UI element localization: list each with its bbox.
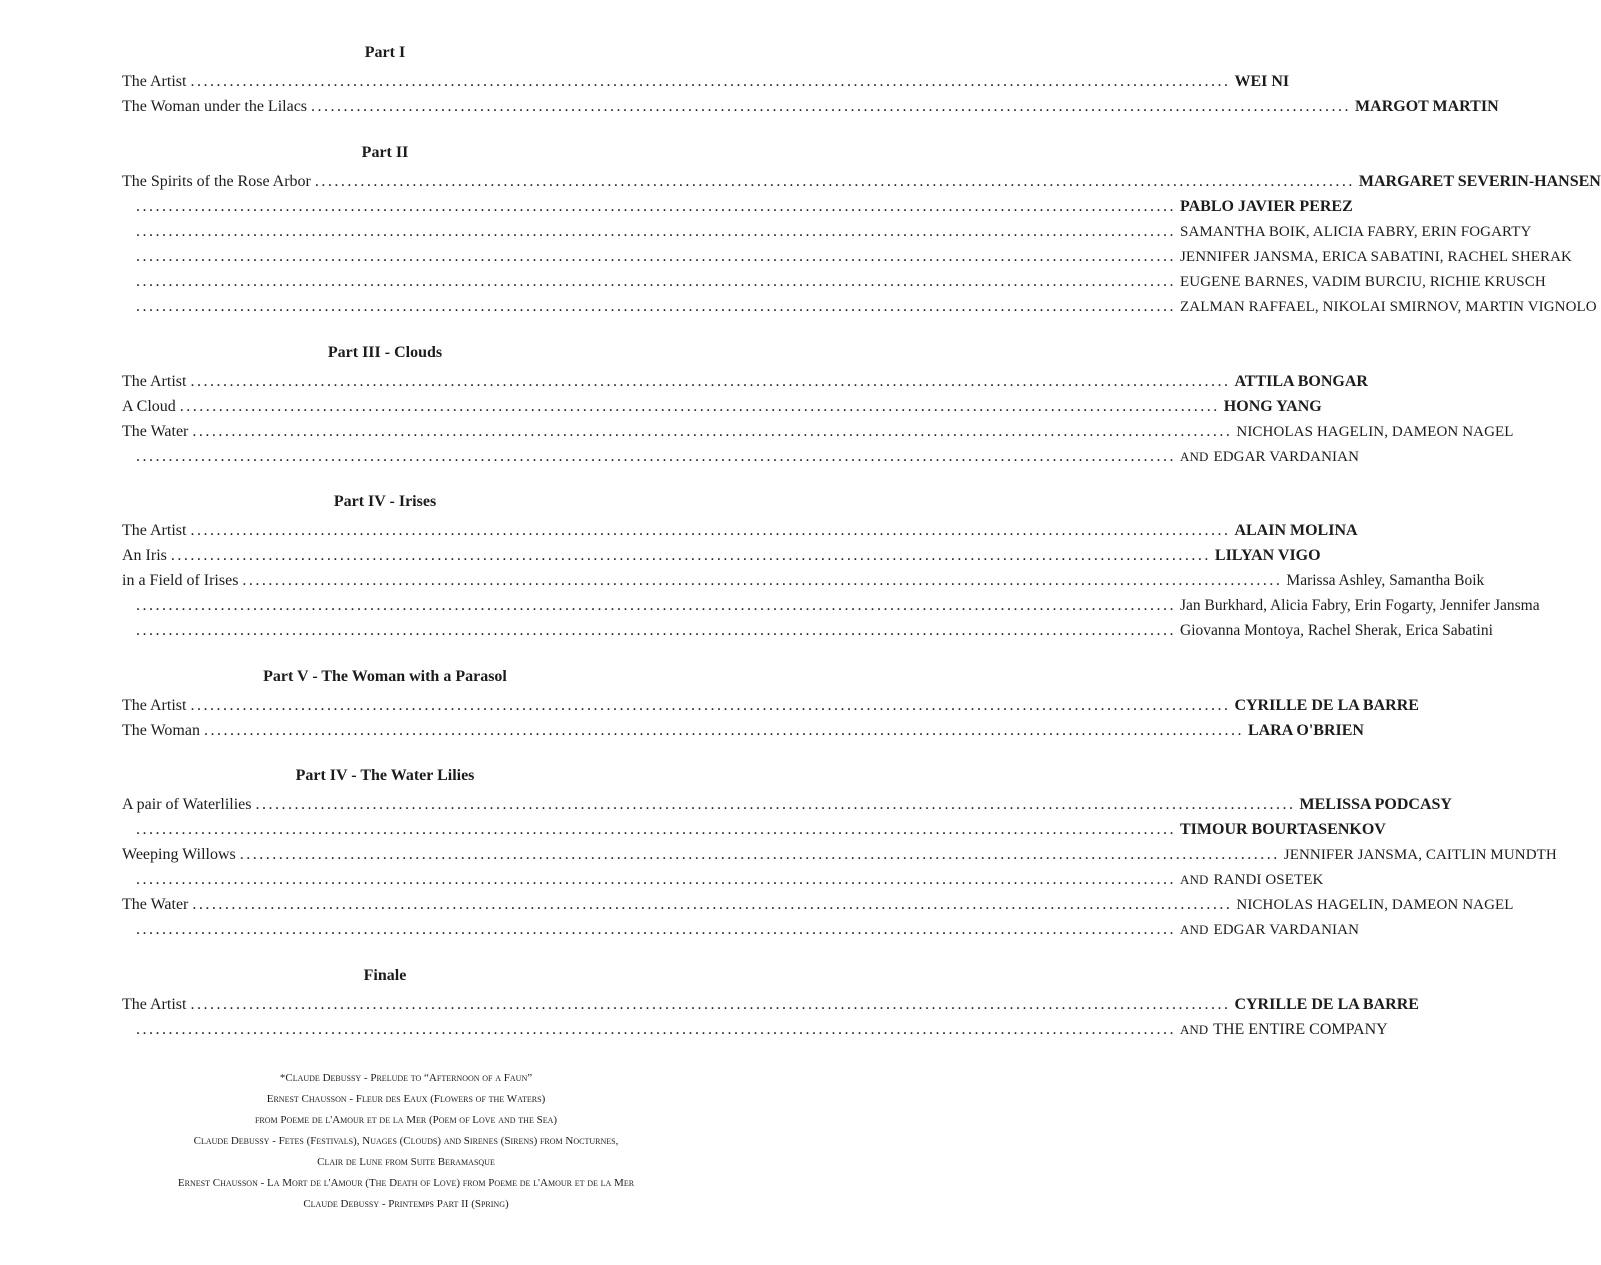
dot-leader: ................................................................................................................................................................: [192, 896, 1233, 913]
cast-row: [122, 1017, 1388, 1042]
music-credit-line: Ernest Chausson - Fleur des Eaux (Flowers of the Waters): [266, 1093, 546, 1105]
part-title: Part IV - Irises: [333, 493, 437, 510]
dancer-name: [1180, 444, 1359, 470]
dancer-name: NICHOLAS HAGELIN, DAMEON NAGEL: [1236, 897, 1514, 913]
role-name: Weeping Willows: [122, 846, 236, 863]
dancer-name: HONG YANG: [1223, 398, 1322, 415]
role-name: The Artist: [122, 73, 187, 90]
cast-row: [122, 992, 1419, 1017]
dot-leader: ................................................................................................................................................................: [136, 622, 1176, 639]
role-name: The Woman: [122, 722, 200, 739]
dot-leader: ................................................................................................................................................................: [136, 298, 1176, 315]
dot-leader: ................................................................................................................................................................: [192, 423, 1233, 440]
dancer-name: [1180, 1017, 1388, 1042]
role-name: The Spirits of the Rose Arbor: [122, 173, 311, 190]
dot-leader: ................................................................................................................................................................: [136, 273, 1176, 290]
dancer-name: Giovanna Montoya, Rachel Sherak, Erica Sabatini: [1180, 622, 1493, 639]
part-title: Part I: [364, 44, 406, 61]
cast-row: [122, 718, 1364, 743]
dot-leader: ................................................................................................................................................................: [136, 1021, 1176, 1038]
dancer-name: LARA O'BRIEN: [1247, 722, 1364, 739]
role-name: The Water: [122, 896, 189, 913]
dancer-name: MARGOT MARTIN: [1355, 98, 1499, 115]
cast-row: [122, 169, 1601, 194]
dancer-name: LILYAN VIGO: [1214, 547, 1321, 564]
cast-row: [122, 817, 1386, 842]
and-conjunction: AND: [1180, 872, 1209, 887]
dancer-name: MELISSA PODCASY: [1299, 796, 1452, 813]
dancer-name: TIMOUR BOURTASENKOV: [1180, 821, 1386, 838]
music-credits: [60, 1068, 752, 1215]
dot-leader: ................................................................................................................................................................: [190, 73, 1231, 90]
cast-row: [122, 618, 1493, 643]
music-credit-line: Clair de Lune from Suite Beramasque: [317, 1156, 495, 1168]
cast-row: [122, 842, 1557, 867]
dancer-name: PABLO JAVIER PEREZ: [1180, 198, 1353, 215]
dancer-name: WEI NI: [1234, 73, 1290, 90]
dancer-name: SAMANTHA BOIK, ALICIA FABRY, ERIN FOGARTY: [1180, 224, 1532, 240]
dot-leader: ................................................................................................................................................................: [136, 921, 1176, 938]
cast-row: [122, 369, 1368, 394]
role-name: The Artist: [122, 522, 187, 539]
part-section: [122, 343, 1514, 469]
role-name: The Artist: [122, 996, 187, 1013]
dancer-name: CYRILLE DE LA BARRE: [1234, 697, 1419, 714]
cast-row: [122, 269, 1546, 294]
dot-leader: ................................................................................................................................................................: [179, 398, 1220, 415]
dot-leader: ................................................................................................................................................................: [242, 572, 1283, 589]
dancer-name: Marissa Ashley, Samantha Boik: [1286, 572, 1485, 589]
dot-leader: ................................................................................................................................................................: [203, 722, 1244, 739]
dancer-name: JENNIFER JANSMA, ERICA SABATINI, RACHEL SHERAK: [1180, 249, 1572, 265]
dot-leader: ................................................................................................................................................................: [170, 547, 1211, 564]
part-title: Part III - Clouds: [327, 344, 443, 361]
role-name: A pair of Waterlilies: [122, 796, 252, 813]
and-conjunction: AND: [1180, 449, 1209, 464]
dancer-name: ALAIN MOLINA: [1234, 522, 1358, 539]
cast-row: [122, 444, 1360, 469]
part-section: [122, 966, 1419, 1042]
dot-leader: ................................................................................................................................................................: [136, 248, 1176, 265]
dancer-name: ZALMAN RAFFAEL, NIKOLAI SMIRNOV, MARTIN VIGNOLO: [1180, 299, 1597, 315]
part-section: [122, 766, 1557, 942]
dot-leader: ................................................................................................................................................................: [239, 846, 1280, 863]
dancer-name-text: THE ENTIRE COMPANY: [1213, 1021, 1388, 1038]
dancer-name: NICHOLAS HAGELIN, DAMEON NAGEL: [1236, 424, 1514, 440]
part-section: [122, 43, 1499, 119]
dot-leader: ................................................................................................................................................................: [314, 173, 1355, 190]
cast-row: [122, 593, 1540, 618]
cast-row: [122, 792, 1452, 817]
dot-leader: ................................................................................................................................................................: [190, 697, 1231, 714]
cast-row: [122, 194, 1353, 219]
cast-row: [122, 892, 1514, 917]
dot-leader: ................................................................................................................................................................: [190, 373, 1231, 390]
role-name: A Cloud: [122, 398, 176, 415]
dancer-name: JENNIFER JANSMA, CAITLIN MUNDTH: [1283, 847, 1557, 863]
music-credit-line: Claude Debussy - Fetes (Festivals), Nuages (Clouds) and Sirenes (Sirens) from Nocturnes,: [193, 1135, 619, 1147]
role-name: The Water: [122, 423, 189, 440]
dot-leader: ................................................................................................................................................................: [136, 821, 1176, 838]
dancer-name: CYRILLE DE LA BARRE: [1234, 996, 1419, 1013]
dancer-name: [1180, 867, 1323, 893]
cast-row: [122, 419, 1514, 444]
cast-row: [122, 568, 1485, 593]
dancer-name: [1180, 917, 1359, 943]
part-title: Part IV - The Water Lilies: [295, 767, 475, 784]
cast-row: [122, 219, 1532, 244]
and-conjunction: AND: [1180, 922, 1209, 937]
music-credit-line: Ernest Chausson - La Mort de l'Amour (The Death of Love) from Poeme de l'Amour et de la Mer: [177, 1177, 635, 1189]
music-credit-line: from Poeme de l'Amour et de la Mer (Poem of Love and the Sea): [254, 1114, 558, 1126]
part-section: [122, 667, 1419, 743]
dot-leader: ................................................................................................................................................................: [136, 448, 1176, 465]
dot-leader: ................................................................................................................................................................: [255, 796, 1296, 813]
cast-row: [122, 294, 1597, 319]
cast-row: [122, 94, 1499, 119]
dot-leader: ................................................................................................................................................................: [190, 996, 1231, 1013]
dot-leader: ................................................................................................................................................................: [136, 198, 1176, 215]
cast-row: [122, 917, 1360, 942]
cast-row: [122, 394, 1322, 419]
part-title: Part II: [361, 144, 409, 161]
dot-leader: ................................................................................................................................................................: [136, 871, 1176, 888]
cast-row: [122, 867, 1324, 892]
dot-leader: ................................................................................................................................................................: [311, 98, 1352, 115]
role-name: in a Field of Irises: [122, 572, 239, 589]
dancer-name: MARGARET SEVERIN-HANSEN: [1358, 173, 1601, 190]
cast-row: [122, 244, 1572, 269]
cast-row: [122, 693, 1419, 718]
dancer-name-text: EDGAR VARDANIAN: [1213, 922, 1360, 938]
cast-row: [122, 69, 1290, 94]
dancer-name: EUGENE BARNES, VADIM BURCIU, RICHIE KRUSCH: [1180, 274, 1546, 290]
part-title: Part V - The Woman with a Parasol: [263, 668, 507, 685]
role-name: An Iris: [122, 547, 167, 564]
cast-row: [122, 518, 1358, 543]
part-title: Finale: [363, 967, 407, 984]
role-name: The Artist: [122, 373, 187, 390]
role-name: The Woman under the Lilacs: [122, 98, 308, 115]
dancer-name: Jan Burkhard, Alicia Fabry, Erin Fogarty, Jennifer Jansma: [1180, 597, 1540, 614]
dot-leader: ................................................................................................................................................................: [136, 223, 1176, 240]
dancer-name-text: RANDI OSETEK: [1213, 872, 1324, 888]
music-credit-line: Claude Debussy - Printemps Part II (Spring): [303, 1198, 509, 1210]
part-section: [122, 143, 1601, 319]
dot-leader: ................................................................................................................................................................: [190, 522, 1231, 539]
role-name: The Artist: [122, 697, 187, 714]
music-credit-line: *Claude Debussy - Prelude to “Afternoon of a Faun”: [279, 1072, 533, 1084]
cast-row: [122, 543, 1321, 568]
part-section: [122, 492, 1540, 643]
dot-leader: ................................................................................................................................................................: [136, 597, 1176, 614]
dancer-name-text: EDGAR VARDANIAN: [1213, 449, 1360, 465]
dancer-name: ATTILA BONGAR: [1234, 373, 1368, 390]
and-conjunction: AND: [1180, 1022, 1209, 1037]
